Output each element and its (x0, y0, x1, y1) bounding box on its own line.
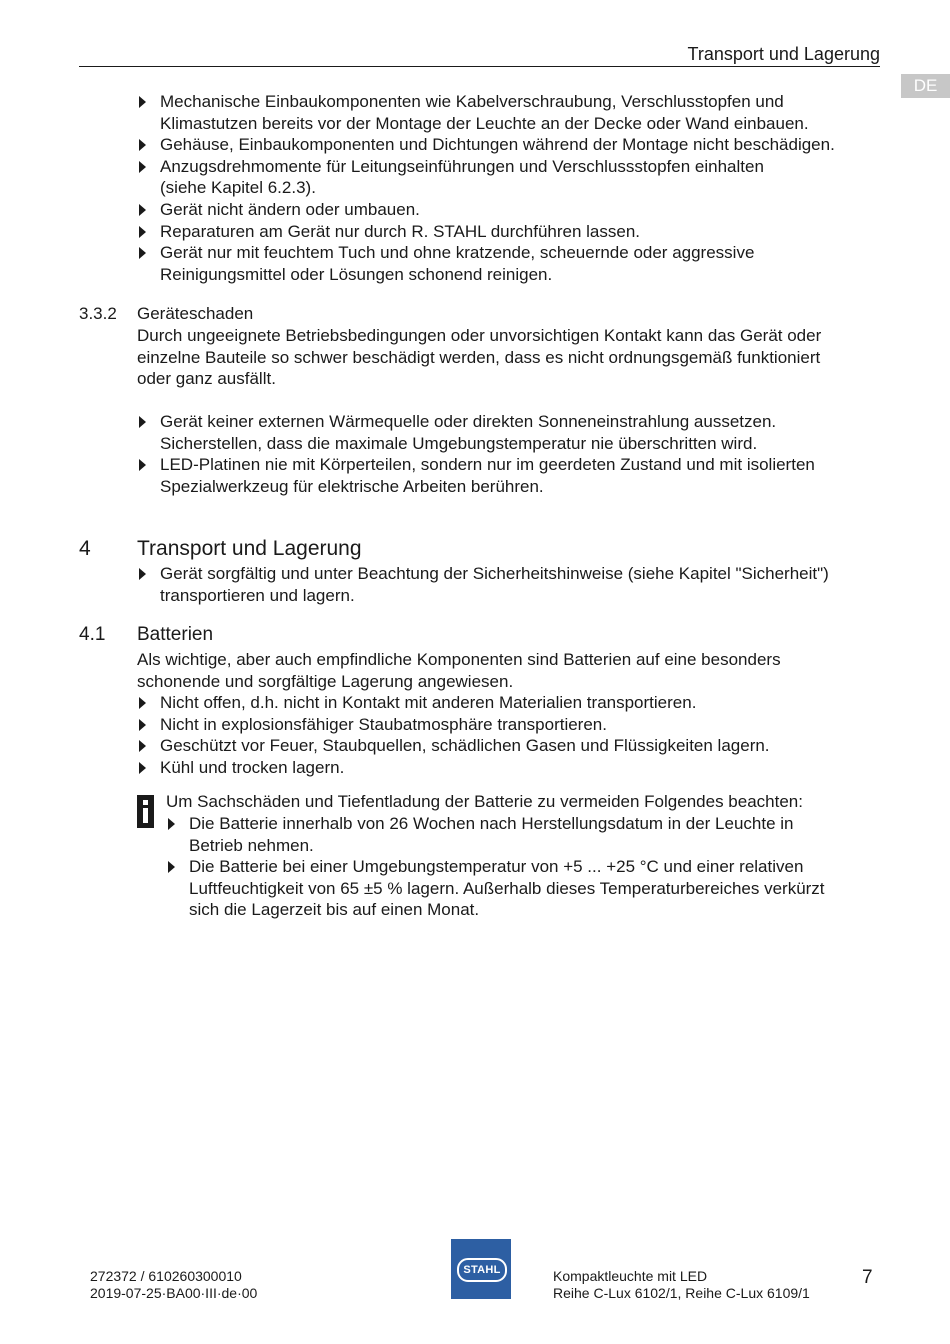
intro-list (137, 91, 887, 285)
list-item-line: transportieren und lagern. (160, 585, 355, 605)
section-title: Geräteschaden (137, 304, 254, 323)
batteries-list-block (137, 692, 897, 778)
info-icon (137, 795, 154, 828)
bullet-arrow-icon (139, 161, 146, 173)
chapter-number: 4 (79, 537, 91, 560)
footer-product-info (553, 1268, 810, 1302)
batteries-paragraph (137, 649, 897, 692)
section-paragraph (137, 325, 897, 390)
list-item-line: Klimastutzen bereits vor der Montage der Leuchte an der Decke oder Wand einbauen. (160, 113, 809, 133)
list-item-line: Reparaturen am Gerät nur durch R. STAHL durchführen lassen. (160, 221, 641, 241)
list-item-line: Anzugsdrehmomente für Leitungseinführungen und Verschlussstopfen einhalten (160, 156, 764, 176)
logo-text: STAHL (457, 1258, 507, 1282)
bullet-arrow-icon (139, 247, 146, 259)
list-item (137, 199, 887, 221)
bullet-arrow-icon (139, 568, 146, 580)
intro-list-block (137, 91, 887, 285)
paragraph-line: einzelne Bauteile so schwer beschädigt werden, dass es nicht ordnungsgemäß funktioniert (137, 347, 821, 367)
bullet-arrow-icon (139, 226, 146, 238)
list-item-line: Nicht offen, d.h. nicht in Kontakt mit anderen Materialien transportieren. (160, 693, 697, 712)
list-item-line: Sicherstellen, dass die maximale Umgebungstemperatur nie überschritten wird. (160, 433, 758, 453)
stahl-logo (451, 1239, 511, 1299)
list-item-line: Geschützt vor Feuer, Staubquellen, schädlichen Gasen und Flüssigkeiten lagern. (160, 736, 770, 756)
paragraph-line: Durch ungeeignete Betriebsbedingungen oder unvorsichtigen Kontakt kann das Gerät oder (137, 326, 822, 345)
header-rule (79, 66, 880, 67)
list-item-line: sich die Lagerzeit bis auf einen Monat. (189, 900, 480, 920)
subchapter-title: Batterien (137, 624, 214, 645)
list-item (137, 454, 897, 497)
running-header-title: Transport und Lagerung (687, 44, 880, 64)
list-item (137, 242, 887, 285)
bullet-arrow-icon (139, 459, 146, 471)
list-item-line: Luftfeuchtigkeit von 65 ±5 % lagern. Außerhalb dieses Temperaturbereiches verkürzt (189, 878, 825, 898)
damage-list (137, 411, 897, 497)
info-note-intro: Um Sachschäden und Tiefentladung der Batterie zu vermeiden Folgendes beachten: (166, 792, 803, 811)
info-note-list-block (166, 813, 896, 921)
list-item-line: LED-Platinen nie mit Körperteilen, sondern nur im geerdeten Zustand und mit isolierten (160, 455, 815, 475)
list-item-line: (siehe Kapitel 6.2.3). (160, 178, 316, 198)
list-item-line: Gehäuse, Einbaukomponenten und Dichtungen während der Montage nicht beschädigen. (160, 135, 835, 155)
footer-doc-version: 2019-07-25·BA00·III·de·00 (90, 1285, 258, 1301)
list-item-line: Betrieb nehmen. (189, 835, 314, 855)
bullet-arrow-icon (139, 96, 146, 108)
bullet-arrow-icon (139, 740, 146, 752)
bullet-arrow-icon (139, 416, 146, 428)
list-item-line: Die Batterie bei einer Umgebungstemperatur von +5 ... +25 °C und einer relativen (189, 857, 804, 877)
list-item (137, 563, 897, 606)
bullet-arrow-icon (168, 861, 175, 873)
bullet-arrow-icon (139, 762, 146, 774)
footer-doc-number: 272372 / 610260300010 (90, 1268, 242, 1284)
footer-doc-info (90, 1268, 257, 1302)
list-item (137, 714, 897, 736)
list-item (137, 221, 887, 243)
list-item-line: Spezialwerkzeug für elektrische Arbeiten berühren. (160, 476, 544, 496)
paragraph-line: Als wichtige, aber auch empfindliche Komponenten sind Batterien auf eine besonders (137, 650, 781, 669)
page-number: 7 (862, 1267, 873, 1288)
footer-product-name: Kompaktleuchte mit LED (553, 1268, 708, 1284)
bullet-arrow-icon (168, 818, 175, 830)
info-note-list (166, 813, 896, 921)
bullet-arrow-icon (139, 204, 146, 216)
section-number: 3.3.2 (79, 304, 117, 323)
list-item (166, 813, 896, 856)
list-item (166, 856, 896, 921)
paragraph-line: schonende und sorgfältige Lagerung angewiesen. (137, 671, 514, 691)
bullet-arrow-icon (139, 697, 146, 709)
list-item-line: Gerät keiner externen Wärmequelle oder direkten Sonneneinstrahlung aussetzen. (160, 412, 777, 431)
list-item-line: Kühl und trocken lagern. (160, 757, 345, 777)
list-item-line: Gerät nur mit feuchtem Tuch und ohne kratzende, scheuernde oder aggressive (160, 243, 755, 263)
list-item (137, 757, 897, 779)
list-item-line: Gerät sorgfältig und unter Beachtung der Sicherheitshinweise (siehe Kapitel "Sicherheit") (160, 564, 829, 583)
bullet-arrow-icon (139, 139, 146, 151)
chapter-title: Transport und Lagerung (137, 537, 362, 560)
language-tab: DE (901, 74, 950, 98)
list-item-line: Nicht in explosionsfähiger Staubatmosphäre transportieren. (160, 714, 607, 734)
list-item (137, 411, 897, 454)
list-item (137, 91, 887, 134)
transport-list-block (137, 563, 897, 606)
list-item (137, 692, 897, 714)
list-item-line: Gerät nicht ändern oder umbauen. (160, 199, 420, 219)
list-item (137, 156, 887, 199)
paragraph-line: oder ganz ausfällt. (137, 369, 276, 389)
bullet-arrow-icon (139, 719, 146, 731)
footer-product-series: Reihe C-Lux 6102/1, Reihe C-Lux 6109/1 (553, 1285, 810, 1301)
list-item-line: Die Batterie innerhalb von 26 Wochen nach Herstellungsdatum in der Leuchte in (189, 814, 794, 833)
list-item-line: Reinigungsmittel oder Lösungen schonend reinigen. (160, 264, 553, 284)
transport-list (137, 563, 897, 606)
list-item (137, 134, 887, 156)
list-item-line: Mechanische Einbaukomponenten wie Kabelverschraubung, Verschlusstopfen und (160, 92, 784, 111)
batteries-list (137, 692, 897, 778)
damage-list-block (137, 411, 897, 497)
subchapter-number: 4.1 (79, 624, 106, 645)
list-item (137, 735, 897, 757)
